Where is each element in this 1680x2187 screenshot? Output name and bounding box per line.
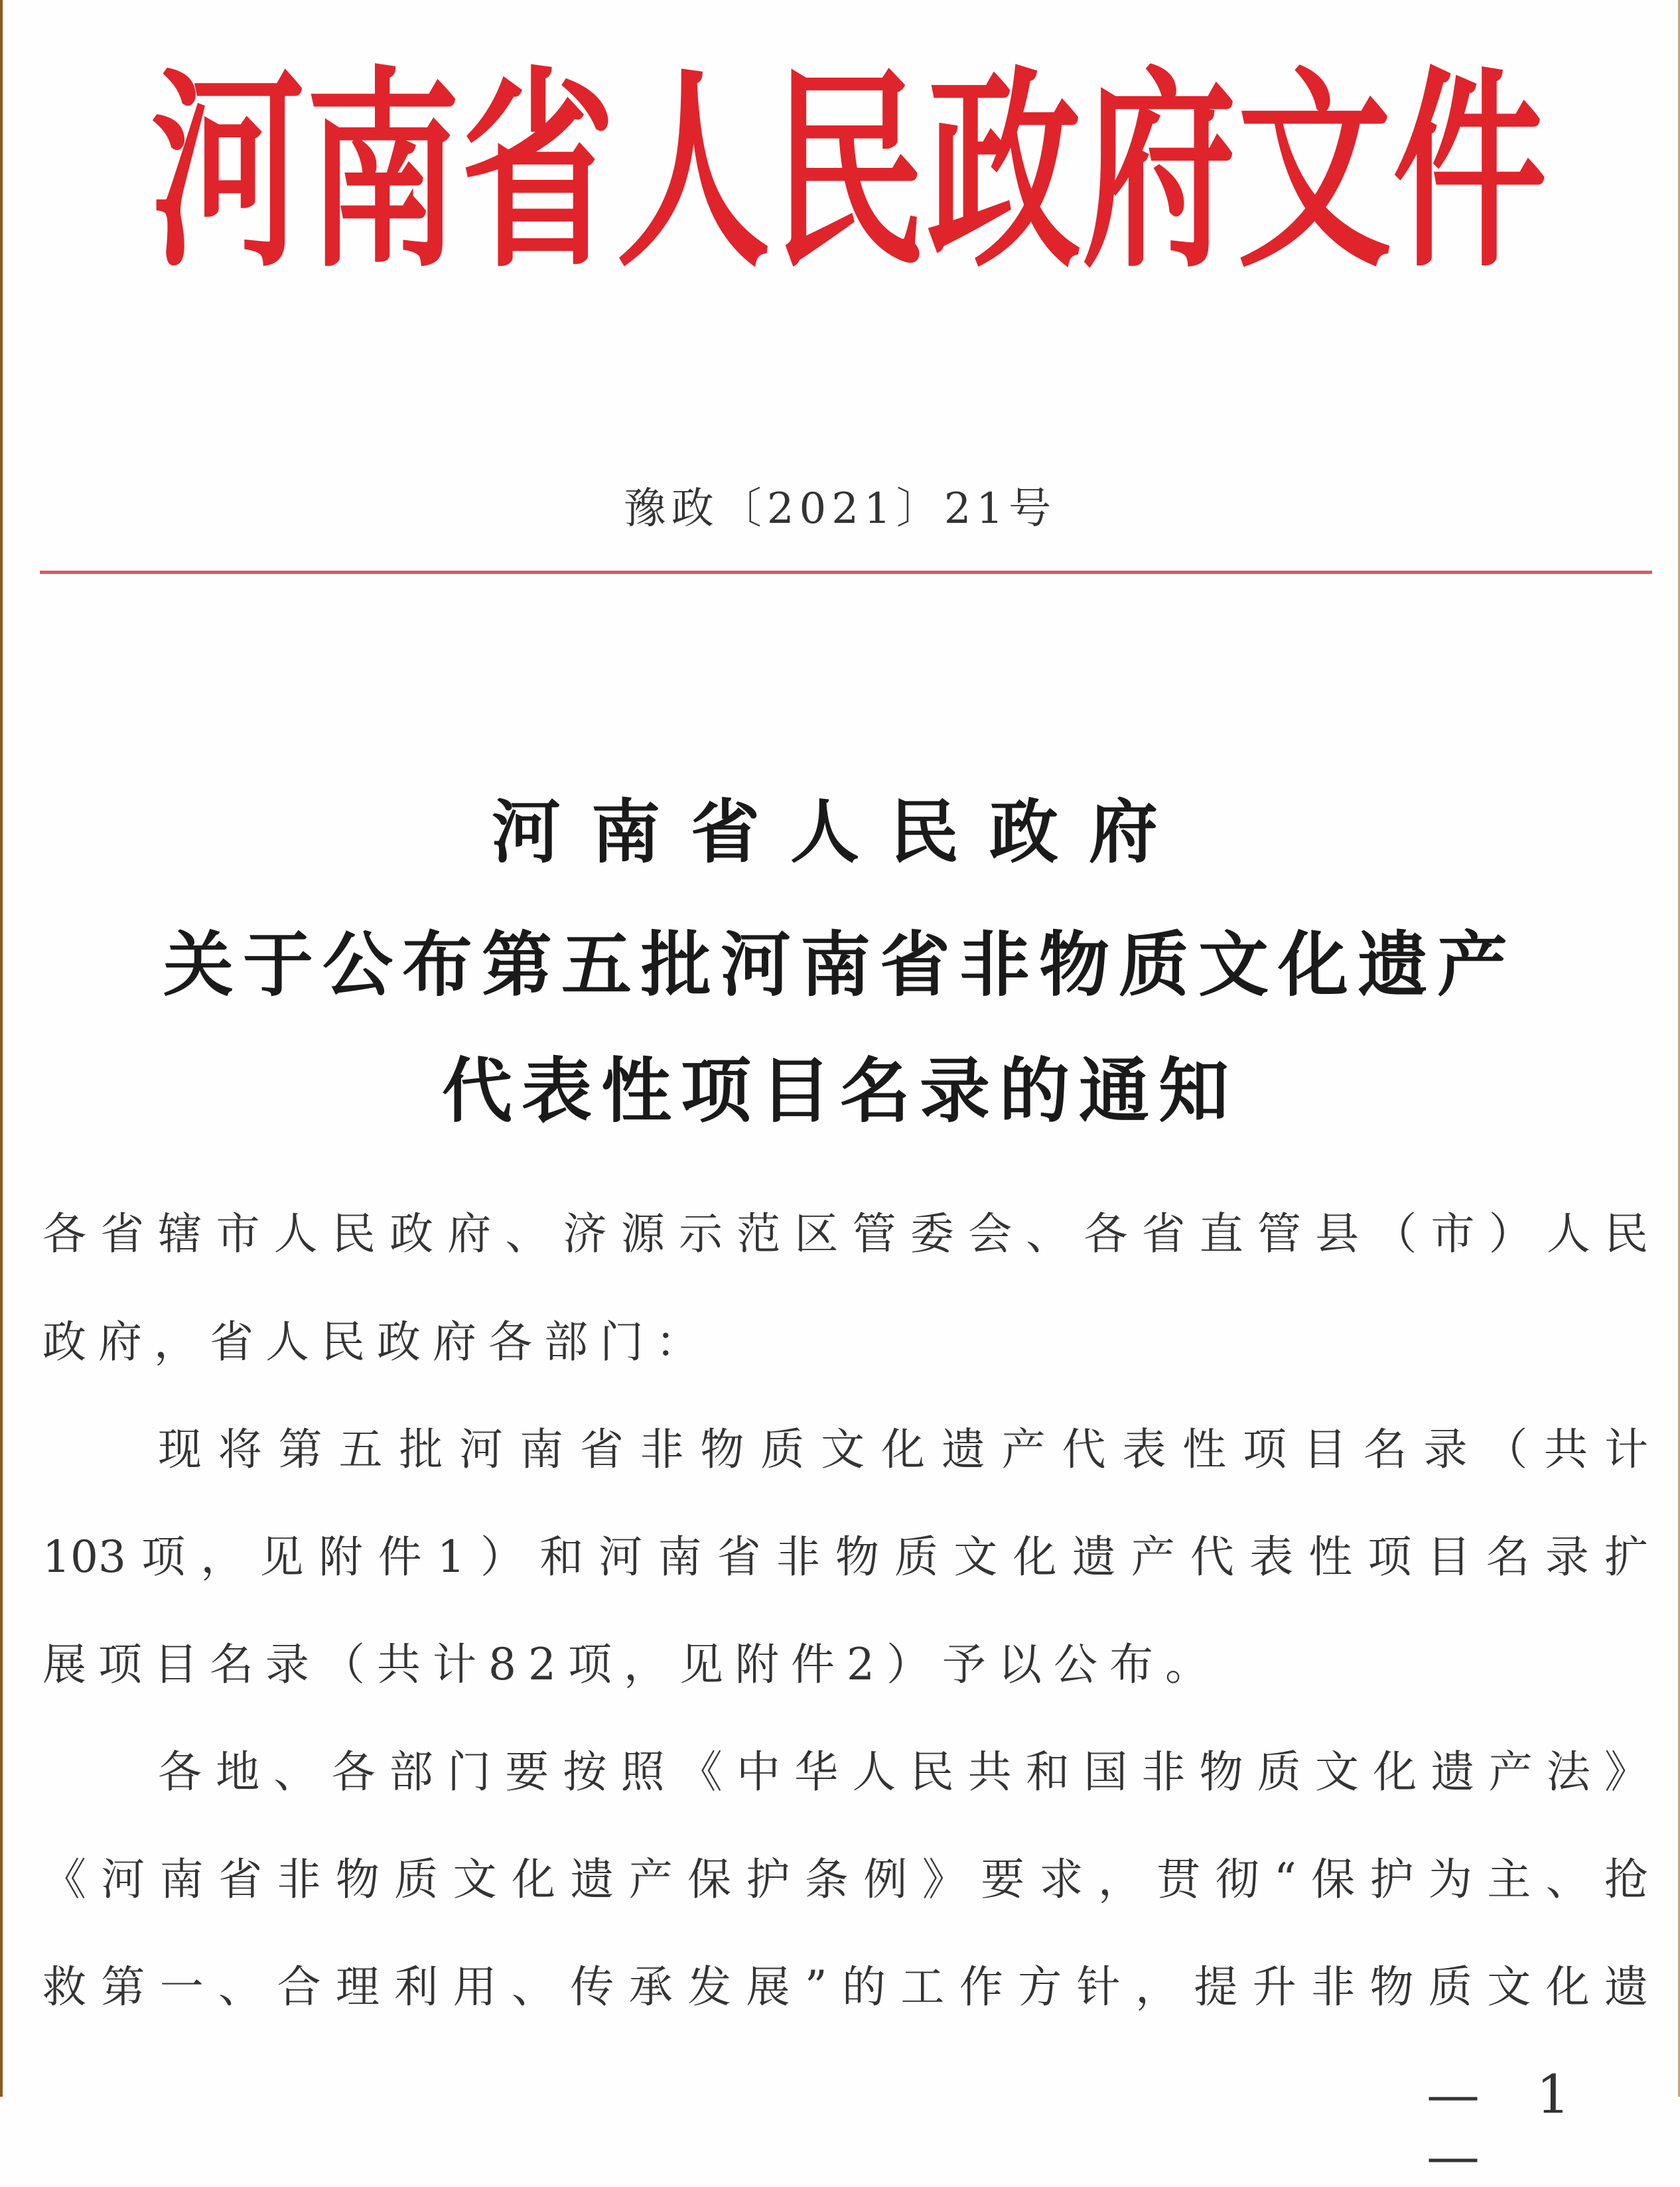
title-issuer: 河南省人民政府: [491, 792, 1188, 873]
page-number: — 1 —: [1427, 2064, 1590, 2187]
body-line: 各省辖市人民政府、济源示范区管委会、各省直管县（市）人民: [42, 1208, 1648, 1259]
title-subject-line-2: 代表性项目名录的通知: [442, 1050, 1238, 1132]
body-line: 《河南省非物质文化遗产保护条例》要求，贯彻“保护为主、抢: [42, 1854, 1648, 1905]
document-number: 豫政〔2021〕21号: [623, 484, 1057, 533]
document-masthead: 河南省人民政府文件: [150, 48, 1548, 297]
body-line: 政府，省人民政府各部门：: [42, 1316, 711, 1368]
red-divider: [40, 571, 1652, 574]
body-line: 展项目名录（共计82项，见附件2）予以公布。: [42, 1639, 1221, 1690]
body-line: 各地、各部门要按照《中华人民共和国非物质文化遗产法》: [158, 1746, 1648, 1798]
body-line: 现将第五批河南省非物质文化遗产代表性项目名录（共计: [158, 1424, 1648, 1475]
title-subject-line-1: 关于公布第五批河南省非物质文化遗产: [163, 924, 1517, 1006]
body-line: 救第一、合理利用、传承发展”的工作方针，提升非物质文化遗: [42, 1961, 1648, 2012]
body-line: 103项，见附件1）和河南省非物质文化遗产代表性项目名录扩: [42, 1531, 1648, 1583]
